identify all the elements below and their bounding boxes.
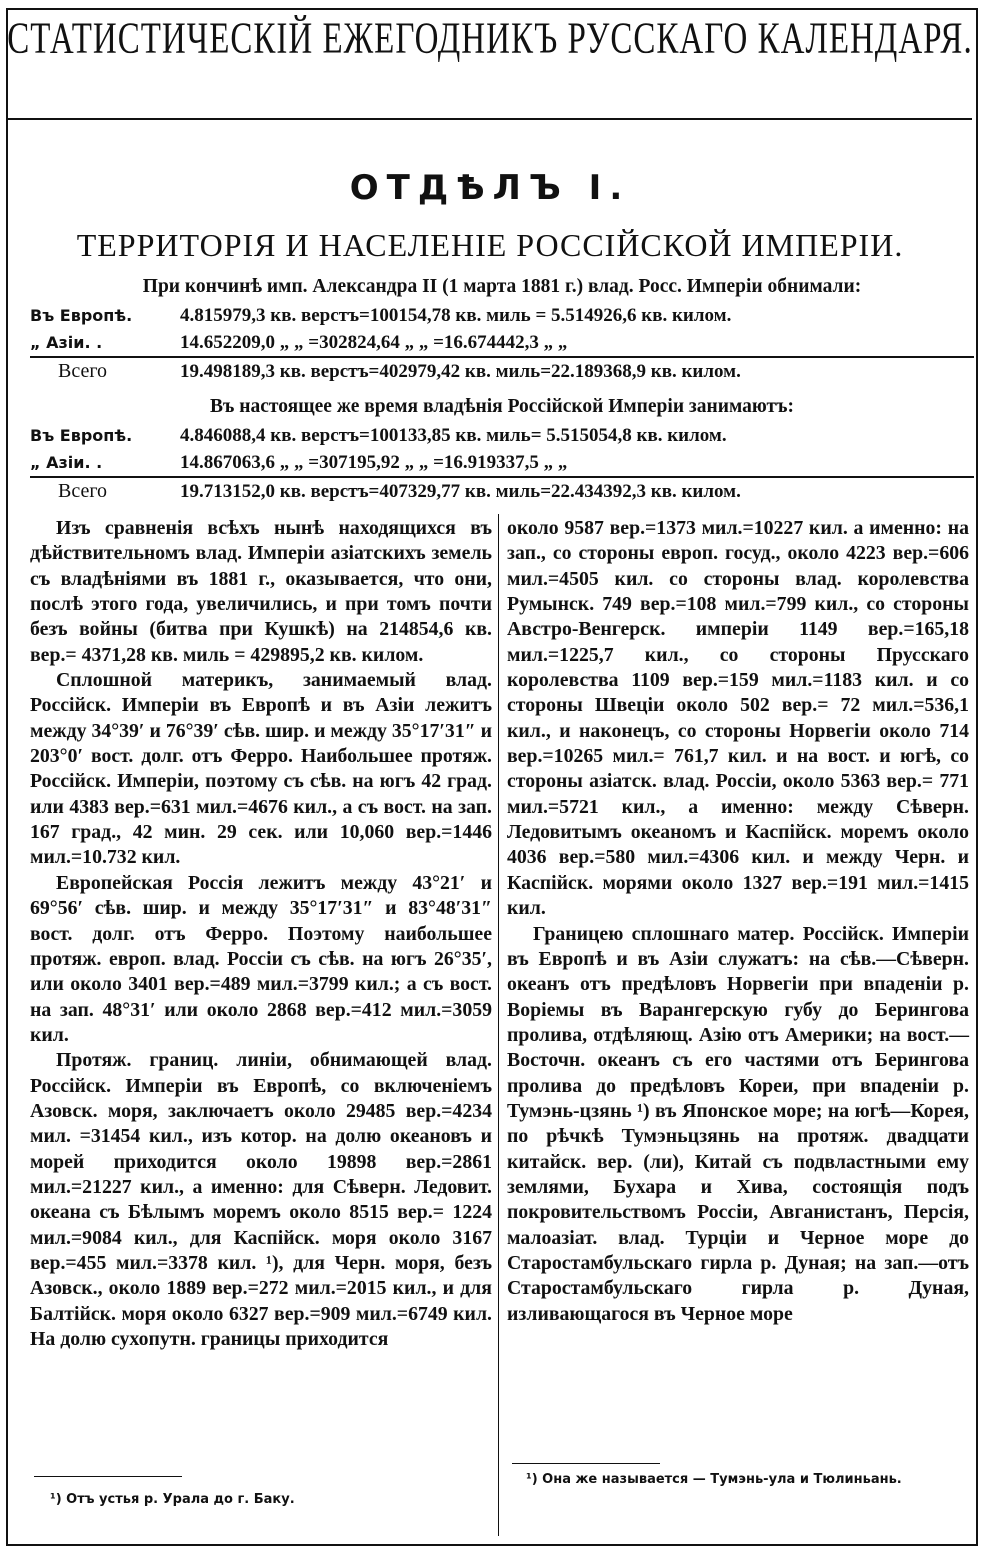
stat-label: Въ Европѣ.	[30, 306, 133, 325]
footnote-rule	[34, 1476, 182, 1477]
running-head: СТАТИСТИЧЕСКІЙ ЕЖЕГОДНИКЪ РУССКАГО КАЛЕНДАРЯ.	[7, 14, 973, 64]
left-column	[30, 516, 492, 1352]
paragraph: Протяж. границ. линіи, обнимающей влад. Россійск. Имперіи въ Европѣ, со включеніемъ Азовск. моря, заключаетъ около 29485 вер.=4234 мил. =31454 кил., изъ котор. на долю океановъ и морей приходится около 19898 вер.=2861 мил.=21227 кил., а именно: для Сѣверн. Ледовит. океана съ Бѣлымъ моремъ около 8515 вер.= 1224 мил.=9084 кил., для Каспійск. моря около 3167 вер.=455 мил.=3378 кил. ¹), для Черн. моря, безъ Азовск., около 1889 вер.=272 мил.=2015 кил., и для Балтійск. моря около 6327 вер.=909 мил.=6749 кил. На долю сухопутн. границы приходится	[30, 1049, 492, 1350]
territory-current-block	[30, 392, 974, 505]
footnote-right: ¹) Она же называется — Тумэнь-ула и Тюлиньань.	[526, 1472, 902, 1487]
paragraph: Границею сплошнаго матер. Россійск. Имперіи въ Европѣ и въ Азіи служатъ: на сѣв.—Сѣверн. океанъ отъ предѣловъ Норвегіи при впаденіи р. Воріемы въ Варангерскую губу до Берингова пролива, отдѣляющ. Азію отъ Америки; на вост.— Восточн. океанъ съ его частями отъ Берингова пролива до предѣловъ Кореи, при впаденіи р. Тумэнь-цзянь ¹) въ Японское море; на югѣ—Корея, по рѣчкѣ Тумэньцзянь на протяж. двадцати китайск. вер. (ли), Китай съ подвластными ему землями, Бухара и Хива, состоящія подъ покровительствомъ Россіи, Авганистанъ, Персія, малоазіат. влад. Турціи и Черное море до Старостамбульскаго гирла р. Дуная; на зап.—отъ Старостамбульскаго гирла р. Дуная, изливающагося въ Черное море	[507, 922, 969, 1325]
header-rule	[8, 118, 972, 120]
stat-value: 14.867063,6 „ „ =307195,92 „ „ =16.919337,5 „ „	[180, 452, 568, 473]
stat-row-total	[30, 476, 974, 505]
paragraph: Сплошной материкъ, занимаемый влад. Россійск. Имперіи въ Европѣ и въ Азіи лежитъ между 34°39′ и 76°39′ сѣв. шир. и между 35°17′31″ и 203°0′ вост. долг. отъ Ферро. Наибольшее протяж. Россійск. Имперіи, поэтому съ сѣв. на югъ 42 град. или 4383 вер.=631 мил.=4676 кил., а съ вост. на зап. 167 град., 42 мин. 29 сек. или 10,060 вер.=1446 мил.=10.732 кил.	[30, 669, 492, 869]
stat-label: „ Азіи. .	[30, 333, 103, 352]
stat-row-europe	[30, 302, 974, 329]
stat-total-label: Всего	[58, 480, 108, 502]
stat-total-label: Всего	[58, 360, 108, 382]
stat-value: 4.815979,3 кв. верстъ=100154,78 кв. миль = 5.514926,6 кв. килом.	[180, 305, 732, 326]
stat-value: 14.652209,0 „ „ =302824,64 „ „ =16.674442,3 „ „	[180, 332, 568, 353]
block-intro: Въ настоящее же время владѣнія Россійской Имперіи занимаютъ:	[210, 396, 794, 417]
column-divider	[498, 514, 499, 1536]
stat-row-europe	[30, 422, 974, 449]
paragraph: Европейская Россія лежитъ между 43°21′ и 69°56′ сѣв. шир. и между 35°17′31″ и 83°48′31″ вост. долг. отъ Ферро. Поэтому наибольшее протяж. европ. влад. Россіи съ сѣв. на югъ 26°35′, или около 3401 вер.=489 мил.=3799 кил.; а съ вост. на зап. 48°31′ или около 2868 вер.=412 мил.=3059 кил.	[30, 871, 492, 1046]
stat-label: Въ Европѣ.	[30, 426, 133, 445]
stat-row-asia	[30, 449, 974, 476]
stat-row-total	[30, 356, 974, 385]
territory-1881-block	[30, 272, 974, 385]
stat-total-value: 19.713152,0 кв. верстъ=407329,77 кв. миль=22.434392,3 кв. килом.	[180, 481, 741, 502]
section-title: ОТДѢЛЪ I.	[349, 168, 631, 208]
footnote-rule	[512, 1463, 660, 1464]
right-column	[507, 516, 969, 1327]
block-intro: При кончинѣ имп. Александра II (1 марта 1881 г.) влад. Росс. Имперіи обнимали:	[142, 276, 862, 297]
section-subtitle: ТЕРРИТОРІЯ И НАСЕЛЕНІЕ РОССІЙСКОЙ ИМПЕРІИ.	[76, 227, 904, 263]
paragraph: около 9587 вер.=1373 мил.=10227 кил. а именно: на зап., со стороны европ. госуд., около 4223 вер.=606 мил.=4505 кил. со стороны влад. королевства Румынск. 749 вер.=108 мил.=799 кил., со стороны Австро-Венгерск. имперіи 1149 вер.=165,18 мил.=1225,7 кил., со стороны Прусскаго королевства 1109 вер.=159 мил.=1183 кил. и со стороны Швеціи около 502 вер.= 72 мил.=536,1 кил., и наконецъ, со стороны Норвегіи около 714 вер.=10265 мил.= 761,7 кил. и на вост. и югѣ, со стороны азіатск. влад. Россіи, около 5363 вер.= 771 мил.=5721 кил., а именно: между Сѣверн. Ледовитымъ океаномъ и Каспійск. моремъ около 4036 вер.=580 мил.=4306 кил. и между Черн. и Каспійск. морями около 1327 вер.=191 мил.=1415 кил.	[507, 517, 969, 920]
paragraph: Изъ сравненія всѣхъ нынѣ находящихся въ дѣйствительномъ влад. Имперіи азіатскихъ земель съ владѣніями въ 1881 г., оказывается, что они, послѣ этого года, увеличились, и при томъ почти безъ войны (битва при Кушкѣ) на 214854,6 кв. вер.= 4371,28 кв. миль = 429895,2 кв. килом.	[30, 517, 492, 666]
stat-label: „ Азіи. .	[30, 453, 103, 472]
footnote-left: ¹) Отъ устья р. Урала до г. Баку.	[50, 1492, 295, 1507]
stat-row-asia	[30, 329, 974, 356]
stat-value: 4.846088,4 кв. верстъ=100133,85 кв. миль= 5.515054,8 кв. килом.	[180, 425, 727, 446]
stat-total-value: 19.498189,3 кв. верстъ=402979,42 кв. миль=22.189368,9 кв. килом.	[180, 361, 741, 382]
